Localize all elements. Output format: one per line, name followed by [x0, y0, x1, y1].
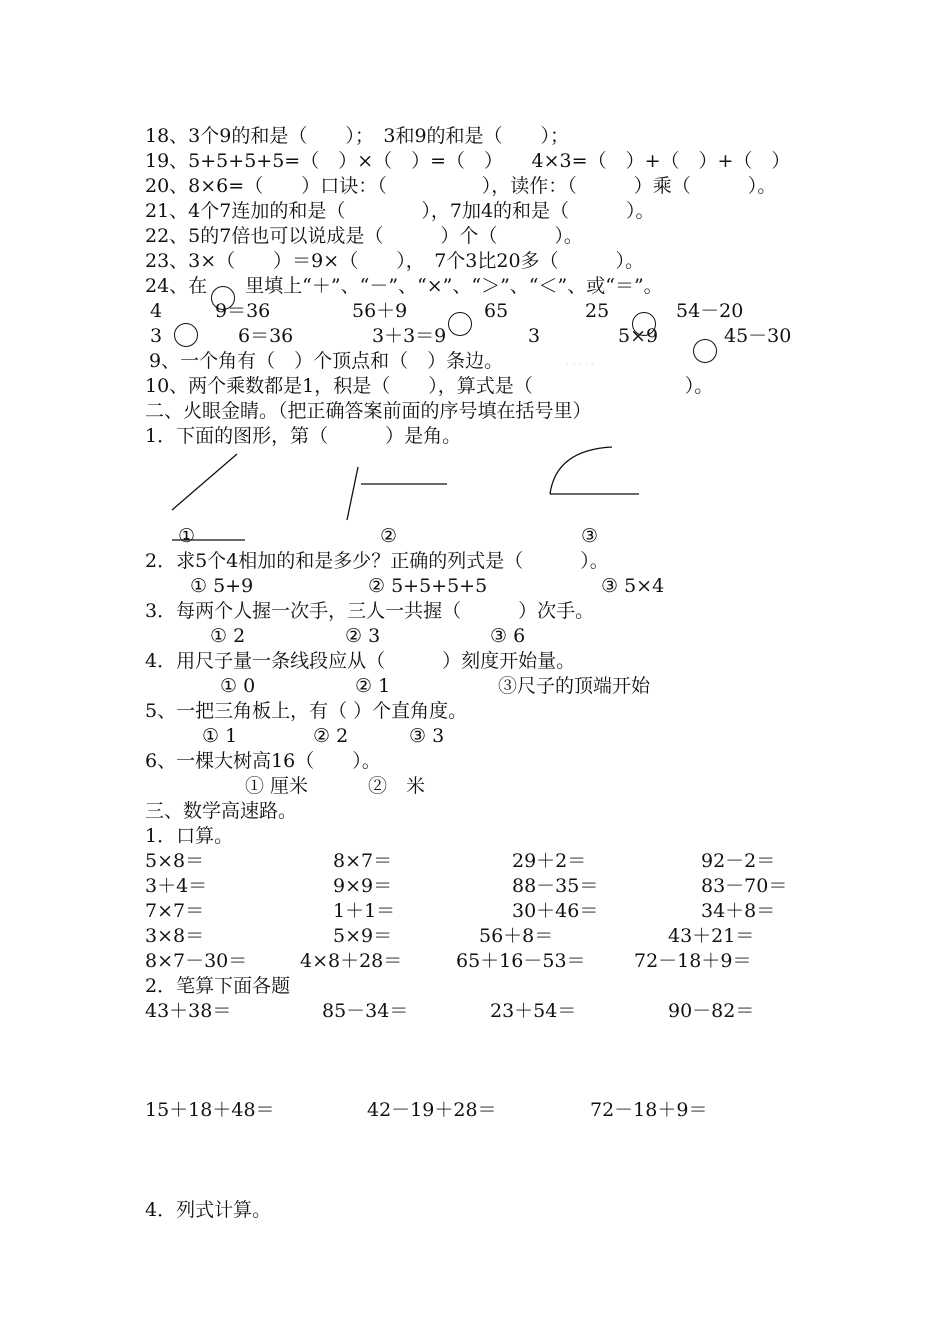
oral-item: 1＋1＝: [333, 900, 396, 922]
compare-item: 56＋9: [352, 300, 408, 322]
oral-item: 3×8＝: [145, 925, 205, 947]
oral-item: 65＋16－53＝: [456, 950, 586, 972]
oral-item: 4×8＋28＝: [300, 950, 403, 972]
question-18: 18、3个9的和是（ ）； 3和9的和是（ ）；: [145, 125, 570, 147]
compare-item: 25: [585, 300, 610, 322]
section-2-heading: 二、火眼金睛。（把正确答案前面的序号填在括号里）: [145, 400, 592, 422]
figure-label: ③: [581, 525, 599, 547]
question-9: 9、一个角有（ ）个顶点和（ ）条边。: [149, 350, 504, 372]
question-19: 19、5+5+5+5=（ ）×（ ）=（ ） 4×3=（ ）+（ ）+（ ）: [145, 150, 791, 172]
option: ② 米: [368, 775, 426, 797]
option: ② 3: [345, 625, 381, 647]
option: ② 1: [355, 675, 391, 697]
written-item: 23＋54＝: [490, 1000, 577, 1022]
option: ② 2: [313, 725, 349, 747]
compare-item: 6＝36: [238, 325, 294, 347]
oral-item: 83－70＝: [701, 875, 788, 897]
oral-item: 9×9＝: [333, 875, 393, 897]
figure-label: ①: [178, 525, 196, 547]
compare-item: 4: [150, 300, 163, 322]
written-item: 43＋38＝: [145, 1000, 232, 1022]
section-3-heading: 三、数学高速路。: [145, 800, 298, 822]
compare-item: 3: [150, 325, 163, 347]
s2-question-1: 1．下面的图形，第（ ）是角。: [145, 425, 462, 447]
s2-question-3: 3．每两个人握一次手，三人一共握（ ）次手。: [145, 600, 595, 622]
question-10: 10、两个乘数都是1，积是（ ），算式是（ ）。: [145, 375, 714, 397]
oral-item: 88－35＝: [512, 875, 599, 897]
option: ③尺子的顶端开始: [498, 675, 651, 697]
figure-2: [347, 467, 447, 520]
oral-item: 5×8＝: [145, 850, 205, 872]
s2-question-4: 4．用尺子量一条线段应从（ ）刻度开始量。: [145, 650, 576, 672]
oral-item: 72－18＋9＝: [634, 950, 752, 972]
oral-item: 8×7－30＝: [145, 950, 248, 972]
oral-item: 56＋8＝: [479, 925, 554, 947]
question-21: 21、4个7连加的和是（ ），7加4的和是（ ）。: [145, 200, 655, 222]
expression-calc-title: 4．列式计算。: [145, 1199, 272, 1221]
question-22: 22、5的7倍也可以说成是（ ）个（ ）。: [145, 225, 583, 247]
compare-item: 9＝36: [215, 300, 271, 322]
option: ③ 3: [409, 725, 445, 747]
option: ① 2: [210, 625, 246, 647]
question-24: 24、在 里填上“＋”、“－”、“×”、“＞”、“＜”、或“＝”。: [145, 275, 663, 297]
oral-item: 34＋8＝: [701, 900, 776, 922]
written-item: 90－82＝: [668, 1000, 755, 1022]
question-23: 23、3×（ ）＝9×（ ）， 7个3比20多（ ）。: [145, 250, 645, 272]
written-item: 15＋18＋48＝: [145, 1099, 275, 1121]
oral-item: 3＋4＝: [145, 875, 208, 897]
option: ① 1: [202, 725, 238, 747]
angle-figures: [0, 0, 950, 560]
compare-item: 54－20: [676, 300, 744, 322]
oral-item: 29＋2＝: [512, 850, 587, 872]
oral-item: 7×7＝: [145, 900, 205, 922]
compare-item: 65: [484, 300, 509, 322]
oral-item: 5×9＝: [333, 925, 393, 947]
written-item: 85－34＝: [322, 1000, 409, 1022]
compare-item: 45－30: [724, 325, 792, 347]
written-calc-title: 2．笔算下面各题: [145, 975, 291, 997]
oral-item: 43＋21＝: [668, 925, 755, 947]
written-item: 42－19＋28＝: [367, 1099, 497, 1121]
s2-question-6: 6、一棵大树高16（ ）。: [145, 750, 381, 772]
faint-dots: · · · · ·: [566, 360, 595, 371]
option: ① 厘米: [245, 775, 309, 797]
compare-item: 3＋3＝9: [372, 325, 447, 347]
compare-item: 3: [528, 325, 541, 347]
figure-3: [550, 447, 639, 494]
option: ② 5+5+5+5: [368, 575, 488, 597]
oral-item: 92－2＝: [701, 850, 776, 872]
option: ① 0: [220, 675, 256, 697]
s2-question-5: 5、一把三角板上，有（ ）个直角度。: [145, 700, 468, 722]
figure-label: ②: [380, 525, 398, 547]
option: ③ 6: [490, 625, 526, 647]
question-20: 20、8×6=（ ）口诀：（ ），读作：（ ）乘（ ）。: [145, 175, 777, 197]
written-item: 72－18＋9＝: [590, 1099, 708, 1121]
option: ① 5+9: [190, 575, 254, 597]
s2-question-2: 2．求5个4相加的和是多少？正确的列式是（ ）。: [145, 550, 609, 572]
compare-item: 5×9: [618, 325, 659, 347]
oral-item: 8×7＝: [333, 850, 393, 872]
oral-item: 30＋46＝: [512, 900, 599, 922]
option: ③ 5×4: [601, 575, 665, 597]
oral-calc-title: 1．口算。: [145, 825, 234, 847]
